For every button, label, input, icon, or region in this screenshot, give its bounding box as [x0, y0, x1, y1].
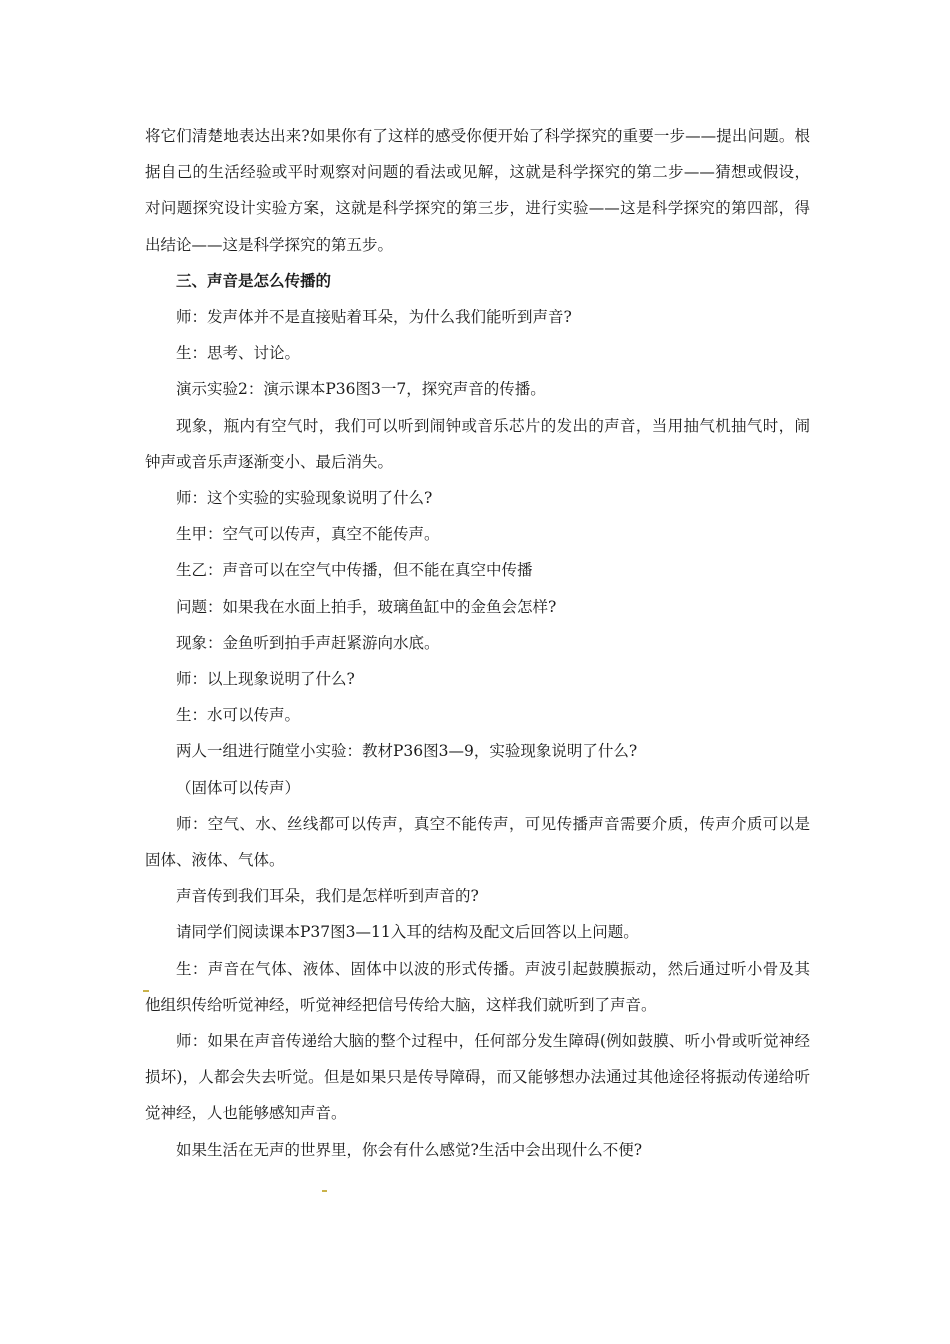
- paragraph-intro: 将它们清楚地表达出来?如果你有了这样的感受你便开始了科学探究的重要一步——提出问题。根据自己的生活经验或平时观察对问题的看法或见解，这就是科学探究的第二步——猜想或假设，对问题探究设计实验方案，这就是科学探究的第三步，进行实验——这是科学探究的第四部，得出结论——这是科学探究的第五步。: [145, 127, 810, 254]
- scan-mark: [143, 990, 149, 992]
- paragraph-silent-world: 如果生活在无声的世界里，你会有什么感觉?生活中会出现什么不便?: [176, 1140, 643, 1159]
- paragraph-teacher-ask: 师：这个实验的实验现象说明了什么?: [176, 489, 433, 508]
- paragraph-student-water: 生：水可以传声。: [176, 706, 301, 725]
- scan-mark: [322, 1190, 327, 1192]
- paragraph-phenomenon-fish: 现象：金鱼听到拍手声赶紧游向水底。: [176, 633, 440, 652]
- paragraph-student-discuss: 生：思考、讨论。: [176, 344, 301, 363]
- section-heading: 三、声音是怎么传播的: [176, 270, 332, 290]
- paragraph-solid-note: （固体可以传声）: [176, 778, 301, 797]
- paragraph-student-a: 生甲：空气可以传声，真空不能传声。: [176, 525, 440, 544]
- paragraph-teacher-medium: 师：空气、水、丝线都可以传声，真空不能传声，可见传播声音需要介质，传声介质可以是固体、液体、气体。: [145, 814, 810, 870]
- paragraph-reading-task: 请同学们阅读课本P37图3—11入耳的结构及配文后回答以上问题。: [176, 923, 639, 942]
- paragraph-student-wave: 生：声音在气体、液体、固体中以波的形式传播。声波引起鼓膜振动，然后通过听小骨及其他组织传给听觉神经，听觉神经把信号传给大脑，这样我们就听到了声音。: [145, 959, 810, 1014]
- paragraph-group-experiment: 两人一组进行随堂小实验：教材P36图3—9，实验现象说明了什么?: [176, 742, 638, 761]
- paragraph-demo-experiment: 演示实验2：演示课本P36图3一7，探究声音的传播。: [176, 380, 546, 399]
- paragraph-teacher-hearing-loss: 师：如果在声音传递给大脑的整个过程中，任何部分发生障碍(例如鼓膜、听小骨或听觉神经损坏)，人都会失去听觉。但是如果只是传导障碍，而又能够想办法通过其他途径将振动传递给听觉神经，人也能够感知声音。: [145, 1032, 810, 1123]
- paragraph-phenomenon-vacuum: 现象，瓶内有空气时，我们可以听到闹钟或音乐芯片的发出的声音，当用抽气机抽气时，闹钟声或音乐声逐渐变小、最后消失。: [145, 416, 810, 471]
- paragraph-teacher-explain: 师：以上现象说明了什么?: [176, 670, 355, 689]
- document-body: [145, 118, 810, 1168]
- paragraph-hearing-question: 声音传到我们耳朵，我们是怎样听到声音的?: [176, 887, 479, 906]
- paragraph-question-fish: 问题：如果我在水面上拍手，玻璃鱼缸中的金鱼会怎样?: [176, 597, 557, 616]
- paragraph-teacher-question: 师：发声体并不是直接贴着耳朵，为什么我们能听到声音?: [176, 308, 572, 327]
- paragraph-student-b: 生乙：声音可以在空气中传播，但不能在真空中传播: [176, 561, 533, 580]
